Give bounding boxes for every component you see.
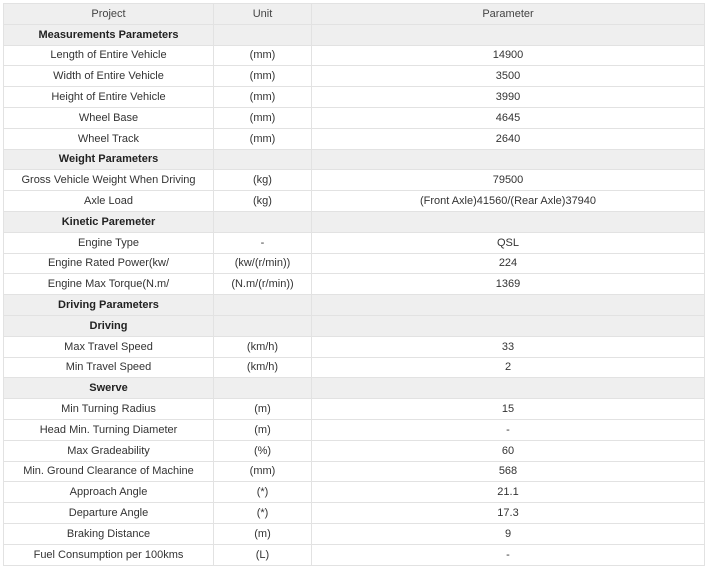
cell-project: Axle Load (4, 191, 214, 212)
cell-unit: (kg) (214, 170, 312, 191)
cell-project: Length of Entire Vehicle (4, 45, 214, 66)
section-row (4, 24, 705, 45)
section-row (4, 149, 705, 170)
section-title: Swerve (4, 378, 214, 399)
table-row (4, 357, 705, 378)
cell-unit: (L) (214, 544, 312, 565)
section-title: Measurements Parameters (4, 24, 214, 45)
header-parameter: Parameter (312, 4, 705, 25)
table-row (4, 461, 705, 482)
cell-parameter: 3500 (312, 66, 705, 87)
table-row (4, 503, 705, 524)
cell-unit: (kw/(r/min)) (214, 253, 312, 274)
cell-unit: (m) (214, 419, 312, 440)
table-body (4, 24, 705, 565)
section-unit-cell (214, 315, 312, 336)
table-row (4, 87, 705, 108)
table-row (4, 523, 705, 544)
cell-unit: (mm) (214, 45, 312, 66)
cell-parameter: 15 (312, 399, 705, 420)
cell-unit: (*) (214, 503, 312, 524)
cell-parameter: 3990 (312, 87, 705, 108)
header-project: Project (4, 4, 214, 25)
cell-parameter: 17.3 (312, 503, 705, 524)
cell-project: Max Travel Speed (4, 336, 214, 357)
cell-parameter: - (312, 419, 705, 440)
cell-project: Departure Angle (4, 503, 214, 524)
cell-parameter: 2640 (312, 128, 705, 149)
table-row (4, 107, 705, 128)
section-title: Weight Parameters (4, 149, 214, 170)
cell-parameter: 14900 (312, 45, 705, 66)
cell-project: Width of Entire Vehicle (4, 66, 214, 87)
cell-parameter: 224 (312, 253, 705, 274)
cell-unit: (*) (214, 482, 312, 503)
cell-unit: (mm) (214, 107, 312, 128)
table-row (4, 170, 705, 191)
section-parameter-cell (312, 24, 705, 45)
section-row (4, 211, 705, 232)
section-parameter-cell (312, 211, 705, 232)
table-header (4, 4, 705, 25)
cell-unit: (m) (214, 523, 312, 544)
cell-parameter: 33 (312, 336, 705, 357)
cell-parameter: 4645 (312, 107, 705, 128)
cell-unit: (%) (214, 440, 312, 461)
cell-parameter: 21.1 (312, 482, 705, 503)
cell-parameter: 2 (312, 357, 705, 378)
section-unit-cell (214, 211, 312, 232)
table-row (4, 544, 705, 565)
cell-project: Fuel Consumption per 100kms (4, 544, 214, 565)
section-unit-cell (214, 378, 312, 399)
cell-unit: (N.m/(r/min)) (214, 274, 312, 295)
cell-parameter: 60 (312, 440, 705, 461)
cell-unit: (m) (214, 399, 312, 420)
cell-project: Approach Angle (4, 482, 214, 503)
cell-unit: (mm) (214, 87, 312, 108)
table-row (4, 128, 705, 149)
table-row (4, 274, 705, 295)
section-row (4, 315, 705, 336)
cell-unit: (mm) (214, 66, 312, 87)
cell-parameter: (Front Axle)41560/(Rear Axle)37940 (312, 191, 705, 212)
cell-project: Min. Ground Clearance of Machine (4, 461, 214, 482)
cell-parameter: 79500 (312, 170, 705, 191)
cell-project: Engine Rated Power(kw/ (4, 253, 214, 274)
table-row (4, 45, 705, 66)
table-row (4, 191, 705, 212)
cell-project: Engine Type (4, 232, 214, 253)
table-row (4, 253, 705, 274)
section-parameter-cell (312, 315, 705, 336)
cell-parameter: 1369 (312, 274, 705, 295)
cell-unit: (km/h) (214, 357, 312, 378)
cell-project: Engine Max Torque(N.m/ (4, 274, 214, 295)
cell-unit: - (214, 232, 312, 253)
table-row (4, 336, 705, 357)
section-parameter-cell (312, 295, 705, 316)
cell-project: Wheel Track (4, 128, 214, 149)
table-row (4, 440, 705, 461)
section-parameter-cell (312, 149, 705, 170)
cell-project: Wheel Base (4, 107, 214, 128)
spec-table (3, 3, 705, 566)
header-unit: Unit (214, 4, 312, 25)
cell-unit: (kg) (214, 191, 312, 212)
cell-project: Braking Distance (4, 523, 214, 544)
table-row (4, 399, 705, 420)
cell-project: Max Gradeability (4, 440, 214, 461)
section-title: Driving (4, 315, 214, 336)
header-row (4, 4, 705, 25)
cell-project: Height of Entire Vehicle (4, 87, 214, 108)
cell-parameter: QSL (312, 232, 705, 253)
section-unit-cell (214, 149, 312, 170)
cell-unit: (mm) (214, 461, 312, 482)
cell-unit: (km/h) (214, 336, 312, 357)
cell-parameter: 568 (312, 461, 705, 482)
cell-parameter: - (312, 544, 705, 565)
cell-unit: (mm) (214, 128, 312, 149)
section-row (4, 378, 705, 399)
table-row (4, 419, 705, 440)
section-row (4, 295, 705, 316)
section-parameter-cell (312, 378, 705, 399)
section-unit-cell (214, 295, 312, 316)
table-row (4, 66, 705, 87)
cell-project: Min Turning Radius (4, 399, 214, 420)
table-row (4, 482, 705, 503)
cell-parameter: 9 (312, 523, 705, 544)
cell-project: Gross Vehicle Weight When Driving (4, 170, 214, 191)
table-row (4, 232, 705, 253)
section-title: Driving Parameters (4, 295, 214, 316)
section-title: Kinetic Paremeter (4, 211, 214, 232)
section-unit-cell (214, 24, 312, 45)
cell-project: Head Min. Turning Diameter (4, 419, 214, 440)
cell-project: Min Travel Speed (4, 357, 214, 378)
